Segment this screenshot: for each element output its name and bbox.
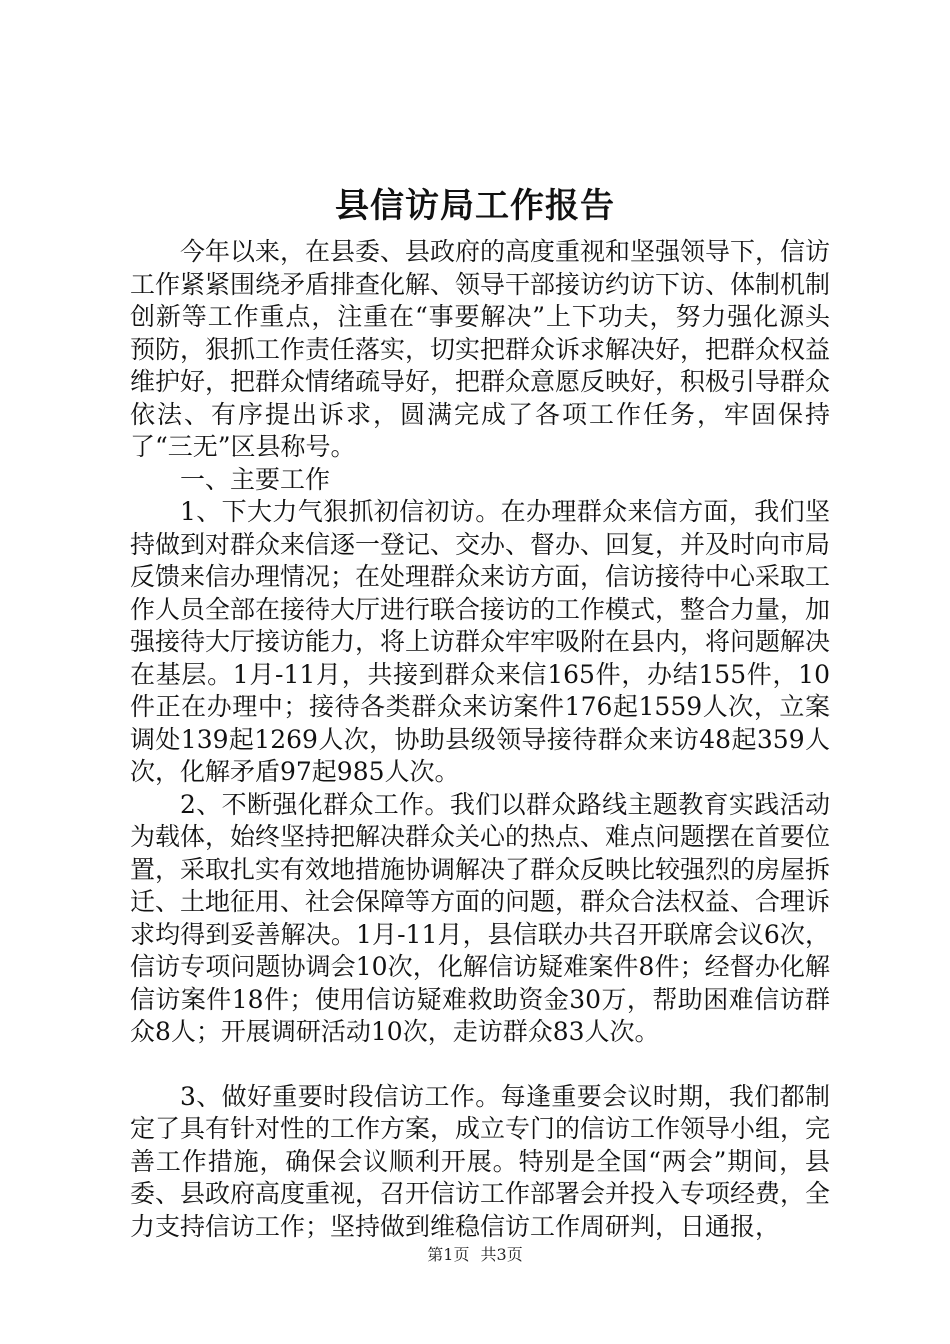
page-number: 第1页 xyxy=(427,1245,470,1264)
page-footer xyxy=(0,1244,950,1266)
document-title: 县信访局工作报告 xyxy=(335,186,615,226)
document-body xyxy=(130,236,830,1243)
page-total: 共3页 xyxy=(480,1245,523,1264)
section-heading: 一、主要工作 xyxy=(180,464,331,494)
body-paragraph: 2、不断强化群众工作。我们以群众路线主题教育实践活动为载体，始终坚持把解决群众关心的热点、难点问题摆在首要位置，采取扎实有效地措施协调解决了群众反映比较强烈的房屋拆迁、土地征用、社会保障等方面的问题，群众合法权益、合理诉求均得到妥善解决。1月-11月，县信联办共召开联席会议6次，信访专项问题协调会10次，化解信访疑难案件8件；经督办化解信访案件18件；使用信访疑难救助资金30万，帮助困难信访群众8人；开展调研活动10次，走访群众83人次。 xyxy=(130,789,831,1046)
body-paragraph: 1、下大力气狠抓初信初访。在办理群众来信方面，我们坚持做到对群众来信逐一登记、交办、督办、回复，并及时向市局反馈来信办理情况；在处理群众来访方面，信访接待中心采取工作人员全部在接待大厅进行联合接访的工作模式，整合力量，加强接待大厅接访能力，将上访群众牢牢吸附在县内，将问题解决在基层。1月-11月，共接到群众来信165件，办结155件，10件正在办理中；接待各类群众来访案件176起1559人次，立案调处139起1269人次，协助县级领导接待群众来访48起359人次，化解矛盾97起985人次。 xyxy=(130,497,831,786)
intro-paragraph: 今年以来，在县委、县政府的高度重视和坚强领导下，信访工作紧紧围绕矛盾排查化解、领导干部接访约访下访、体制机制创新等工作重点，注重在“事要解决”上下功夫，努力强化源头预防，狠抓工作责任落实，切实把群众诉求解决好，把群众权益维护好，把群众情绪疏导好，把群众意愿反映好，积极引导群众依法、有序提出诉求，圆满完成了各项工作任务，牢固保持了“三无”区县称号。 xyxy=(130,237,831,461)
body-paragraph: 3、做好重要时段信访工作。每逢重要会议时期，我们都制定了具有针对性的工作方案，成立专门的信访工作领导小组，完善工作措施，确保会议顺利开展。特别是全国“两会”期间，县委、县政府高度重视，召开信访工作部署会并投入专项经费，全力支持信访工作；坚持做到维稳信访工作周研判，日通报， xyxy=(130,1081,831,1241)
